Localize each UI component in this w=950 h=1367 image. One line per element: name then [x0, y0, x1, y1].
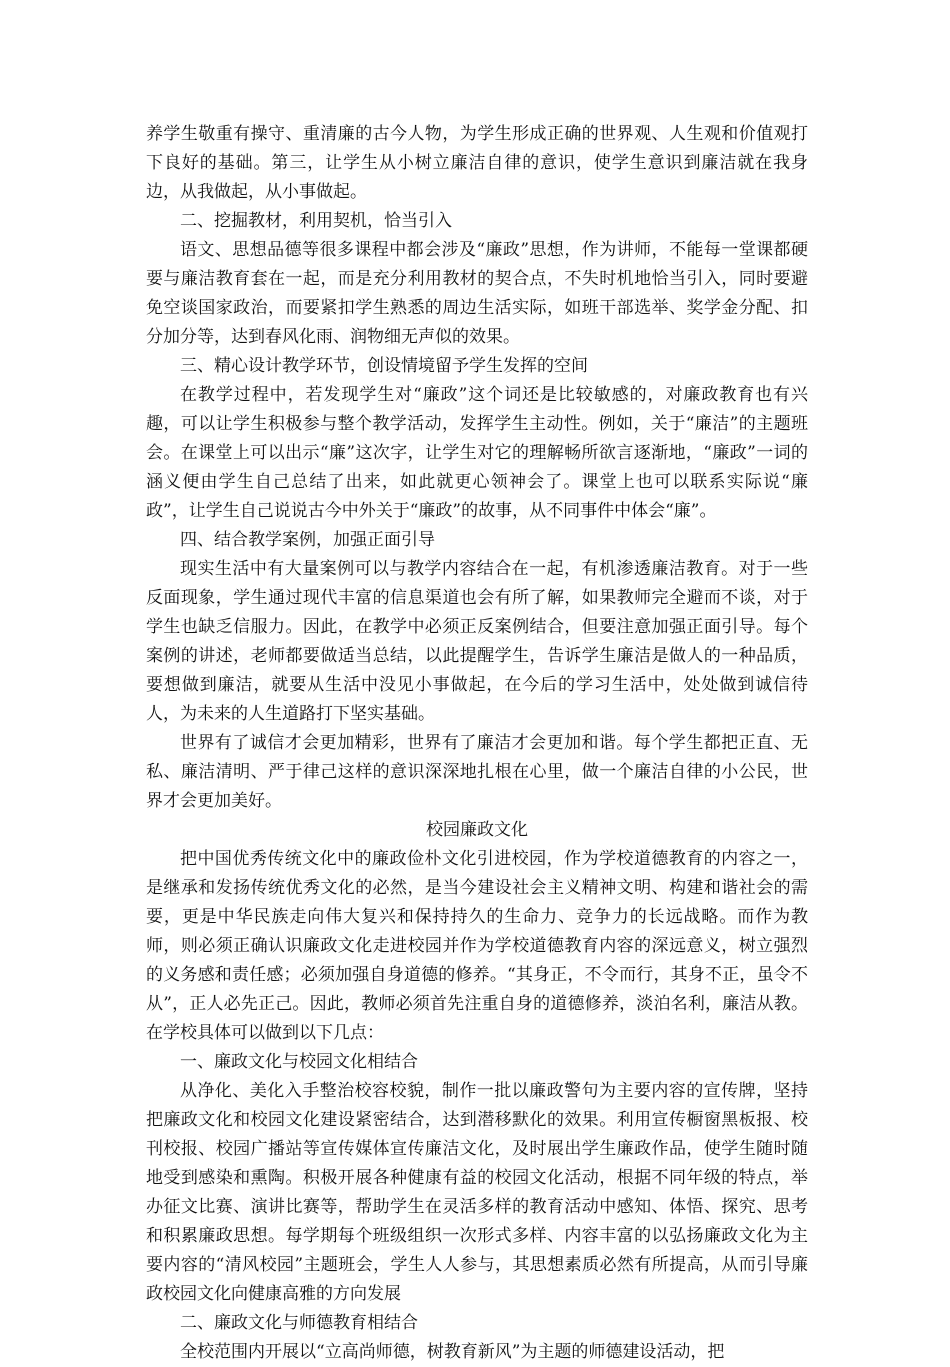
section-heading: 三、精心设计教学环节，创设情境留予学生发挥的空间 [180, 356, 588, 376]
paragraph: 语文、思想品德等很多课程中都会涉及“廉政”思想，作为讲师，不能每一堂课都硬要与廉洁教育套在一起，而是充分利用教材的契合点，不失时机地恰当引入，同时要避免空谈国家政治，而要紧扣学生熟悉的周边生活实际，如班干部选举、奖学金分配、扣分加分等，达到春风化雨、润物细无声似的效果。 [146, 240, 808, 347]
section-heading: 二、挖掘教材，利用契机，恰当引入 [180, 211, 452, 231]
section-heading: 二、廉政文化与师德教育相结合 [180, 1313, 418, 1333]
paragraph: 全校范围内开展以“立高尚师德，树教育新风”为主题的师德建设活动，把 [180, 1342, 725, 1362]
section-heading: 一、廉政文化与校园文化相结合 [180, 1052, 418, 1072]
paragraph: 把中国优秀传统文化中的廉政俭朴文化引进校园，作为学校道德教育的内容之一，是继承和发扬传统优秀文化的必然，是当今建设社会主义精神文明、构建和谐社会的需要，更是中华民族走向伟大复兴和保持持久的生命力、竞争力的长远战略。而作为教师，则必须正确认识廉政文化走进校园并作为学校道德教育内容的深远意义，树立强烈的义务感和责任感；必须加强自身道德的修养。“其身正，不令而行，其身不正，虽令不从”，正人必先正己。因此，教师必须首先注重自身的道德修养，淡泊名利，廉洁从教。在学校具体可以做到以下几点： [146, 849, 808, 1043]
document-title: 校园廉政文化 [426, 820, 528, 840]
paragraph: 在教学过程中，若发现学生对“廉政”这个词还是比较敏感的，对廉政教育也有兴趣，可以让学生积极参与整个教学活动，发挥学生主动性。例如，关于“廉洁”的主题班会。在课堂上可以出示“廉”这次字，让学生对它的理解畅所欲言逐渐地，“廉政”一词的涵义便由学生自己总结了出来，如此就更心领神会了。课堂上也可以联系实际说“廉政”，让学生自己说说古今中外关于“廉政”的故事，从不同事件中体会“廉”。 [146, 385, 808, 521]
paragraph: 世界有了诚信才会更加精彩，世界有了廉洁才会更加和谐。每个学生都把正直、无私、廉洁清明、严于律己这样的意识深深地扎根在心里，做一个廉洁自律的小公民，世界才会更加美好。 [146, 733, 808, 811]
document-page [146, 120, 808, 1367]
section-heading: 四、结合教学案例，加强正面引导 [180, 530, 435, 550]
paragraph: 从净化、美化入手整治校容校貌，制作一批以廉政警句为主要内容的宣传牌，坚持把廉政文化和校园文化建设紧密结合，达到潜移默化的效果。利用宣传橱窗黑板报、校刊校报、校园广播站等宣传媒体宣传廉洁文化，及时展出学生廉政作品，使学生随时随地受到感染和熏陶。积极开展各种健康有益的校园文化活动，根据不同年级的特点，举办征文比赛、演讲比赛等，帮助学生在灵活多样的教育活动中感知、体悟、探究、思考和积累廉政思想。每学期每个班级组织一次形式多样、内容丰富的以弘扬廉政文化为主要内容的“清风校园”主题班会，学生人人参与，其思想素质必然有所提高，从而引导廉政校园文化向健康高雅的方向发展 [146, 1081, 808, 1304]
paragraph: 养学生敬重有操守、重清廉的古今人物，为学生形成正确的世界观、人生观和价值观打下良好的基础。第三，让学生从小树立廉洁自律的意识，使学生意识到廉洁就在我身边，从我做起，从小事做起。 [146, 124, 808, 202]
paragraph: 现实生活中有大量案例可以与教学内容结合在一起，有机渗透廉洁教育。对于一些反面现象，学生通过现代丰富的信息渠道也会有所了解，如果教师完全避而不谈，对于学生也缺乏信服力。因此，在教学中必须正反案例结合，但要注意加强正面引导。每个案例的讲述，老师都要做适当总结，以此提醒学生，告诉学生廉洁是做人的一种品质，要想做到廉洁，就要从生活中没见小事做起，在今后的学习生活中，处处做到诚信待人，为未来的人生道路打下坚实基础。 [146, 559, 808, 724]
